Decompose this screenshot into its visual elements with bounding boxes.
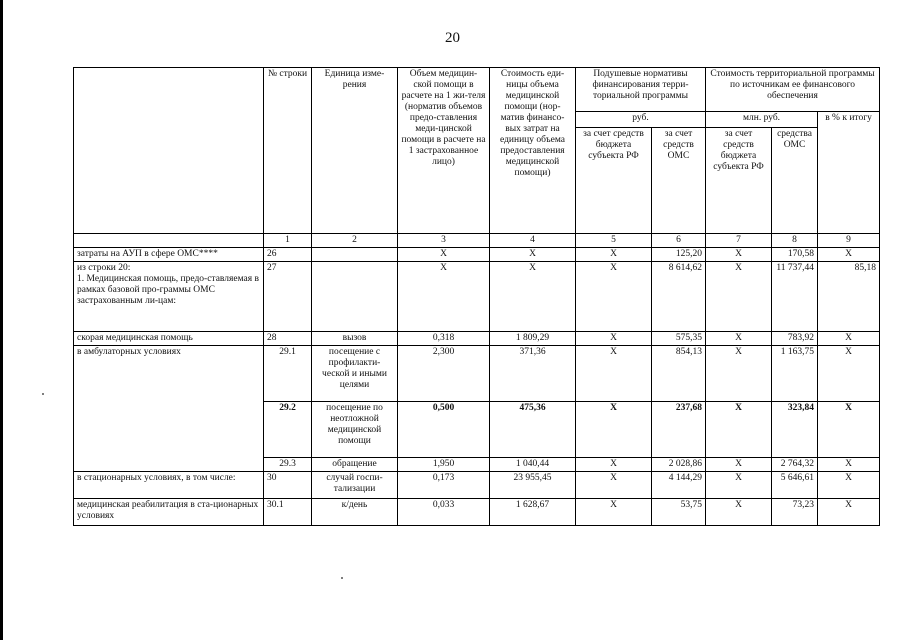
header-unit: Единица изме-рения bbox=[312, 68, 398, 234]
table-row bbox=[74, 332, 880, 346]
scan-left-edge bbox=[0, 0, 3, 640]
row-volume: 2,300 bbox=[398, 346, 490, 402]
row-oms-total: 5 646,61 bbox=[772, 472, 818, 499]
row-unit: к/день bbox=[312, 499, 398, 526]
row-volume: X bbox=[398, 248, 490, 262]
row-pct-total: X bbox=[818, 346, 880, 402]
row-pct-total: X bbox=[818, 458, 880, 472]
column-numbers-row bbox=[74, 234, 880, 248]
row-budget-total: X bbox=[706, 262, 772, 332]
row-volume: 0,500 bbox=[398, 402, 490, 458]
column-number: 1 bbox=[264, 234, 312, 248]
row-cost: X bbox=[490, 248, 576, 262]
row-number: 29.3 bbox=[264, 458, 312, 472]
row-volume: 0,033 bbox=[398, 499, 490, 526]
financing-table bbox=[73, 67, 880, 526]
scan-speck bbox=[42, 393, 44, 395]
scan-speck bbox=[341, 577, 343, 579]
row-cost: 1 628,67 bbox=[490, 499, 576, 526]
column-number: 9 bbox=[818, 234, 880, 248]
row-volume: X bbox=[398, 262, 490, 332]
row-budget-total: X bbox=[706, 332, 772, 346]
header-mln-rub: млн. руб. bbox=[706, 112, 818, 128]
row-budget-total: X bbox=[706, 458, 772, 472]
row-pct-total: X bbox=[818, 332, 880, 346]
header-oms-src-2: средства ОМС bbox=[772, 128, 818, 234]
row-budget-per-capita: X bbox=[576, 402, 652, 458]
row-cost: 371,36 bbox=[490, 346, 576, 402]
header-total-cost: Стоимость территориальной программы по источникам ее финансового обеспечения bbox=[706, 68, 880, 112]
table-row bbox=[74, 346, 880, 402]
row-pct-total: X bbox=[818, 472, 880, 499]
row-cost: 1 040,44 bbox=[490, 458, 576, 472]
row-name: из строки 20: 1. Медицинская помощь, предо-ставляемая в рамках базовой про-граммы ОМС застрахованным ли-цам: bbox=[74, 262, 264, 332]
header-cost: Стоимость еди-ницы объема медицинской помощи (нор-матив финансо-вых затрат на единицу объема предоставления медицинской помощи) bbox=[490, 68, 576, 234]
row-budget-per-capita: X bbox=[576, 499, 652, 526]
row-oms-per-capita: 8 614,62 bbox=[652, 262, 706, 332]
row-budget-total: X bbox=[706, 402, 772, 458]
column-number: 2 bbox=[312, 234, 398, 248]
row-volume: 0,173 bbox=[398, 472, 490, 499]
row-pct-total: X bbox=[818, 402, 880, 458]
row-budget-per-capita: X bbox=[576, 346, 652, 402]
header-budget-src-2: за счет средств бюджета субъекта РФ bbox=[706, 128, 772, 234]
header-per-capita: Подушевые нормативы финансирования терри-ториальной программы bbox=[576, 68, 706, 112]
row-oms-per-capita: 2 028,86 bbox=[652, 458, 706, 472]
row-number: 29.1 bbox=[264, 346, 312, 402]
row-oms-total: 323,84 bbox=[772, 402, 818, 458]
row-name: в стационарных условиях, в том числе: bbox=[74, 472, 264, 499]
row-name: медицинская реабилитация в ста-ционарных условиях bbox=[74, 499, 264, 526]
header-name-cell bbox=[74, 68, 264, 234]
table-row bbox=[74, 248, 880, 262]
row-volume: 0,318 bbox=[398, 332, 490, 346]
row-unit bbox=[312, 248, 398, 262]
row-pct-total: X bbox=[818, 248, 880, 262]
row-cost: 475,36 bbox=[490, 402, 576, 458]
row-unit bbox=[312, 262, 398, 332]
row-oms-total: 783,92 bbox=[772, 332, 818, 346]
row-oms-total: 170,58 bbox=[772, 248, 818, 262]
row-budget-per-capita: X bbox=[576, 332, 652, 346]
row-oms-total: 2 764,32 bbox=[772, 458, 818, 472]
row-number: 30.1 bbox=[264, 499, 312, 526]
row-cost: 1 809,29 bbox=[490, 332, 576, 346]
column-number-blank bbox=[74, 234, 264, 248]
row-number: 30 bbox=[264, 472, 312, 499]
row-budget-per-capita: X bbox=[576, 248, 652, 262]
column-number: 6 bbox=[652, 234, 706, 248]
header-oms-src: за счет средств ОМС bbox=[652, 128, 706, 234]
table-row bbox=[74, 262, 880, 332]
row-budget-per-capita: X bbox=[576, 472, 652, 499]
row-budget-per-capita: X bbox=[576, 262, 652, 332]
row-budget-per-capita: X bbox=[576, 458, 652, 472]
row-cost: 23 955,45 bbox=[490, 472, 576, 499]
row-oms-per-capita: 4 144,29 bbox=[652, 472, 706, 499]
row-oms-total: 1 163,75 bbox=[772, 346, 818, 402]
row-pct-total: 85,18 bbox=[818, 262, 880, 332]
row-unit: посещение с профилакти-ческой и иными целями bbox=[312, 346, 398, 402]
row-oms-per-capita: 53,75 bbox=[652, 499, 706, 526]
row-budget-total: X bbox=[706, 248, 772, 262]
row-cost: X bbox=[490, 262, 576, 332]
column-number: 5 bbox=[576, 234, 652, 248]
row-unit: посещение по неотложной медицинской помощи bbox=[312, 402, 398, 458]
header-pct-total: в % к итогу bbox=[818, 112, 880, 234]
row-number: 29.2 bbox=[264, 402, 312, 458]
row-oms-total: 11 737,44 bbox=[772, 262, 818, 332]
header-volume: Объем медицин-ской помощи в расчете на 1 жи-теля (норматив объемов предо-ставления меди-цинской помощи в расчете на 1 застрахованное лицо) bbox=[398, 68, 490, 234]
row-name: в амбулаторных условиях bbox=[74, 346, 264, 472]
row-unit: обращение bbox=[312, 458, 398, 472]
row-budget-total: X bbox=[706, 499, 772, 526]
header-budget-src: за счет средств бюджета субъекта РФ bbox=[576, 128, 652, 234]
row-number: 26 bbox=[264, 248, 312, 262]
row-oms-per-capita: 125,20 bbox=[652, 248, 706, 262]
table-row bbox=[74, 472, 880, 499]
header-rub: руб. bbox=[576, 112, 706, 128]
row-oms-per-capita: 854,13 bbox=[652, 346, 706, 402]
row-unit: случай госпи-тализации bbox=[312, 472, 398, 499]
page-number: 20 bbox=[445, 30, 460, 46]
row-number: 27 bbox=[264, 262, 312, 332]
header-row-no: № строки bbox=[264, 68, 312, 234]
column-number: 8 bbox=[772, 234, 818, 248]
column-number: 3 bbox=[398, 234, 490, 248]
row-oms-per-capita: 575,35 bbox=[652, 332, 706, 346]
row-budget-total: X bbox=[706, 346, 772, 402]
row-volume: 1,950 bbox=[398, 458, 490, 472]
row-unit: вызов bbox=[312, 332, 398, 346]
table-row bbox=[74, 499, 880, 526]
row-pct-total: X bbox=[818, 499, 880, 526]
row-name: затраты на АУП в сфере ОМС**** bbox=[74, 248, 264, 262]
row-budget-total: X bbox=[706, 472, 772, 499]
column-number: 4 bbox=[490, 234, 576, 248]
row-name: скорая медицинская помощь bbox=[74, 332, 264, 346]
row-number: 28 bbox=[264, 332, 312, 346]
row-oms-per-capita: 237,68 bbox=[652, 402, 706, 458]
row-oms-total: 73,23 bbox=[772, 499, 818, 526]
column-number: 7 bbox=[706, 234, 772, 248]
